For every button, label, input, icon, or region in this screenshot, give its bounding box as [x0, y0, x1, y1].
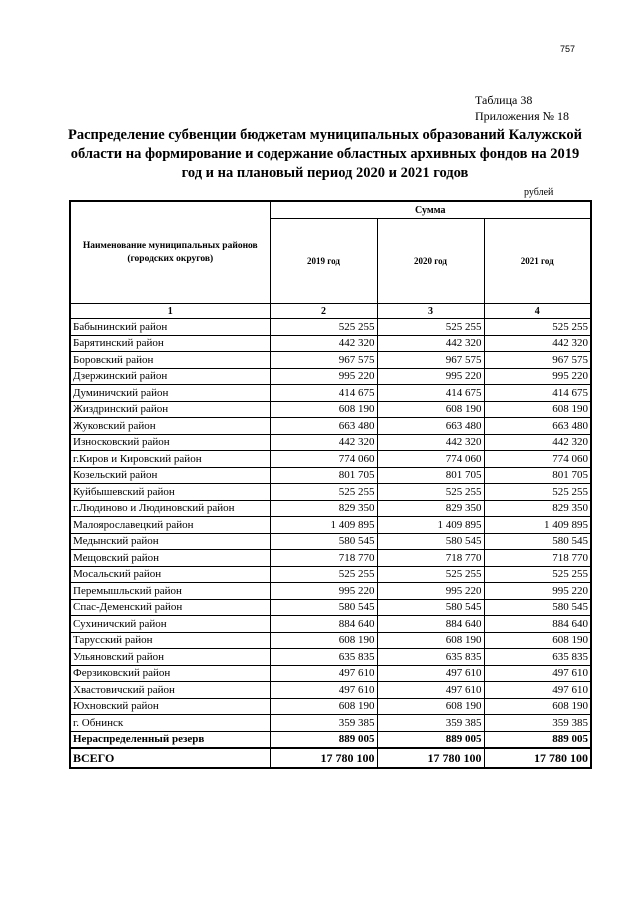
table-ref-line1: Таблица 38: [475, 93, 533, 107]
row-name: г. Обнинск: [70, 715, 270, 732]
value-2020: 497 610: [377, 665, 484, 682]
table-row: [70, 484, 591, 501]
value-2019: 801 705: [270, 467, 377, 484]
value-2021: 1 409 895: [484, 517, 591, 534]
value-2021: 525 255: [484, 319, 591, 336]
row-name: Тарусский район: [70, 632, 270, 649]
col-number: 2: [270, 304, 377, 319]
row-name: Перемышльский район: [70, 583, 270, 600]
table-row: [70, 451, 591, 468]
value-2020: 442 320: [377, 434, 484, 451]
value-2019: 442 320: [270, 335, 377, 352]
value-2019: 884 640: [270, 616, 377, 633]
value-2020: 525 255: [377, 566, 484, 583]
value-2020: 884 640: [377, 616, 484, 633]
table-row: [70, 715, 591, 732]
table-row: [70, 698, 591, 715]
value-2019: 580 545: [270, 599, 377, 616]
col-number: 4: [484, 304, 591, 319]
table-row: [70, 533, 591, 550]
subvention-table: [69, 200, 592, 769]
table-row: [70, 682, 591, 699]
value-2020: 774 060: [377, 451, 484, 468]
table-row: [70, 632, 591, 649]
table-row: [70, 566, 591, 583]
row-name: Ульяновский район: [70, 649, 270, 666]
row-name: Сухиничский район: [70, 616, 270, 633]
value-2019: 525 255: [270, 484, 377, 501]
row-name: Юхновский район: [70, 698, 270, 715]
table-ref-line2: Приложения № 18: [475, 109, 570, 123]
value-2020: 608 190: [377, 632, 484, 649]
row-name: Мосальский район: [70, 566, 270, 583]
table-row: [70, 319, 591, 336]
value-2020: 608 190: [377, 698, 484, 715]
row-name: Малоярославецкий район: [70, 517, 270, 534]
value-2021: 525 255: [484, 484, 591, 501]
value-2019: 967 575: [270, 352, 377, 369]
value-2020: 497 610: [377, 682, 484, 699]
table-row: [70, 401, 591, 418]
value-2020: 525 255: [377, 319, 484, 336]
row-name: Козельский район: [70, 467, 270, 484]
value-2021: 995 220: [484, 368, 591, 385]
value-2021: 580 545: [484, 533, 591, 550]
value-2020: 580 545: [377, 533, 484, 550]
value-2020: 414 675: [377, 385, 484, 402]
row-name: Дзержинский район: [70, 368, 270, 385]
row-name: Боровский район: [70, 352, 270, 369]
value-2021: 889 005: [484, 731, 591, 748]
row-name: Куйбышевский район: [70, 484, 270, 501]
row-name: г.Киров и Кировский район: [70, 451, 270, 468]
row-name: Жиздринский район: [70, 401, 270, 418]
value-2019: 442 320: [270, 434, 377, 451]
header-year-2020: 2020 год: [377, 219, 484, 304]
value-2021: 663 480: [484, 418, 591, 435]
value-2019: 829 350: [270, 500, 377, 517]
value-2021: 497 610: [484, 682, 591, 699]
row-name: Хвастовичский район: [70, 682, 270, 699]
value-2020: 608 190: [377, 401, 484, 418]
value-2021: 442 320: [484, 335, 591, 352]
value-2019: 995 220: [270, 368, 377, 385]
value-2019: 663 480: [270, 418, 377, 435]
value-2020: 995 220: [377, 583, 484, 600]
value-2019: 17 780 100: [270, 748, 377, 768]
value-2021: 17 780 100: [484, 748, 591, 768]
value-2021: 525 255: [484, 566, 591, 583]
value-2019: 635 835: [270, 649, 377, 666]
table-row: [70, 385, 591, 402]
value-2020: 1 409 895: [377, 517, 484, 534]
table-row: [70, 368, 591, 385]
table-row: [70, 550, 591, 567]
row-name: Медынский район: [70, 533, 270, 550]
row-name: Ферзиковский район: [70, 665, 270, 682]
value-2021: 635 835: [484, 649, 591, 666]
value-2019: 774 060: [270, 451, 377, 468]
value-2020: 718 770: [377, 550, 484, 567]
reserve-row: [70, 731, 591, 748]
value-2019: 718 770: [270, 550, 377, 567]
header-year-2019: 2019 год: [270, 219, 377, 304]
table-row: [70, 467, 591, 484]
total-row: [70, 748, 591, 768]
table-row: [70, 500, 591, 517]
value-2019: 414 675: [270, 385, 377, 402]
value-2020: 663 480: [377, 418, 484, 435]
page-number: 757: [560, 44, 576, 54]
column-numbers-row: [70, 304, 591, 319]
table-reference: [475, 92, 585, 124]
value-2019: 608 190: [270, 401, 377, 418]
value-2021: 884 640: [484, 616, 591, 633]
table-row: [70, 583, 591, 600]
col-number: 1: [70, 304, 270, 319]
row-name: Барятинский район: [70, 335, 270, 352]
value-2020: 580 545: [377, 599, 484, 616]
value-2020: 801 705: [377, 467, 484, 484]
row-name: ВСЕГО: [70, 748, 270, 768]
table-row: [70, 434, 591, 451]
value-2019: 359 385: [270, 715, 377, 732]
value-2019: 995 220: [270, 583, 377, 600]
table-row: [70, 665, 591, 682]
value-2021: 359 385: [484, 715, 591, 732]
value-2021: 774 060: [484, 451, 591, 468]
value-2021: 580 545: [484, 599, 591, 616]
document-title: Распределение субвенции бюджетам муниципальных образований Калужской области на формирование и содержание областных архивных фондов на 2019 год и на плановый период 2020 и 2021 годов: [67, 127, 583, 181]
value-2020: 995 220: [377, 368, 484, 385]
value-2020: 359 385: [377, 715, 484, 732]
value-2021: 497 610: [484, 665, 591, 682]
row-name: Износковский район: [70, 434, 270, 451]
value-2019: 525 255: [270, 566, 377, 583]
value-2021: 967 575: [484, 352, 591, 369]
value-2019: 580 545: [270, 533, 377, 550]
table-row: [70, 517, 591, 534]
value-2021: 608 190: [484, 698, 591, 715]
value-2019: 1 409 895: [270, 517, 377, 534]
value-2019: 608 190: [270, 698, 377, 715]
value-2019: 497 610: [270, 682, 377, 699]
value-2021: 608 190: [484, 632, 591, 649]
row-name: Думиничский район: [70, 385, 270, 402]
col-number: 3: [377, 304, 484, 319]
value-2021: 442 320: [484, 434, 591, 451]
table-row: [70, 599, 591, 616]
value-2020: 525 255: [377, 484, 484, 501]
table-row: [70, 335, 591, 352]
value-2020: 829 350: [377, 500, 484, 517]
value-2019: 889 005: [270, 731, 377, 748]
value-2020: 442 320: [377, 335, 484, 352]
row-name: г.Людиново и Людиновский район: [70, 500, 270, 517]
table-row: [70, 418, 591, 435]
row-name: Нераспределенный резерв: [70, 731, 270, 748]
row-name: Мещовский район: [70, 550, 270, 567]
value-2019: 525 255: [270, 319, 377, 336]
row-name: Бабынинский район: [70, 319, 270, 336]
row-name: Жуковский район: [70, 418, 270, 435]
value-2020: 17 780 100: [377, 748, 484, 768]
row-name: Спас-Деменский район: [70, 599, 270, 616]
table-row: [70, 352, 591, 369]
value-2020: 967 575: [377, 352, 484, 369]
value-2021: 995 220: [484, 583, 591, 600]
value-2021: 608 190: [484, 401, 591, 418]
value-2021: 829 350: [484, 500, 591, 517]
value-2020: 889 005: [377, 731, 484, 748]
value-2019: 608 190: [270, 632, 377, 649]
table-row: [70, 616, 591, 633]
header-sum: Сумма: [270, 201, 591, 219]
value-2021: 801 705: [484, 467, 591, 484]
units-label: рублей: [524, 187, 554, 198]
table-row: [70, 649, 591, 666]
header-name: Наименование муниципальных районов (городских округов): [70, 201, 270, 304]
value-2019: 497 610: [270, 665, 377, 682]
header-year-2021: 2021 год: [484, 219, 591, 304]
value-2021: 414 675: [484, 385, 591, 402]
value-2020: 635 835: [377, 649, 484, 666]
value-2021: 718 770: [484, 550, 591, 567]
